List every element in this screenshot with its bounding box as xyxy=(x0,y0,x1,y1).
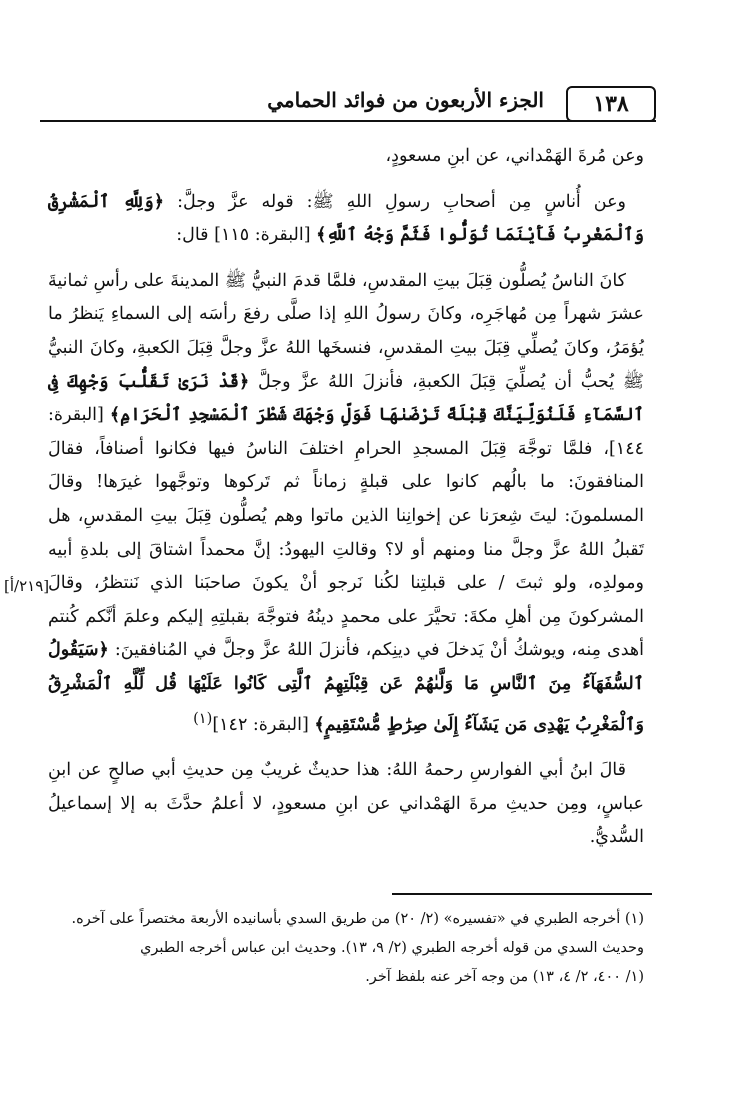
paragraph-1: وعن مُرةَ الهَمْداني، عن ابنِ مسعودٍ، xyxy=(385,146,644,166)
paragraph-4: قالَ ابنُ أبي الفوارسِ رحمهُ اللهُ: هذا حديثٌ غريبٌ مِن حديثِ أبي صالحٍ عن ابنِ عباسٍ، ومِن حديثِ مرةَ الهَمْداني عن ابنِ مسعودٍ، لا أعلمُ حدَّثَ به إلا إسماعيلُ السُّديُّ. xyxy=(48,759,644,848)
page-header xyxy=(40,80,656,122)
footnote-ref[interactable]: (١) xyxy=(193,709,213,727)
paragraph-3-part-a: كانَ الناسُ يُصلُّون قِبَلَ بيتِ المقدسِ، فلمَّا قدمَ النبيُّ ﷺ المدينةَ على رأسِ ثمانيةَ عشرَ شهراً مِن مُهاجَرِه، وكانَ رسولُ اللهِ إذا صلَّى رفعَ رأسَه إلى السماءِ يَنظرُ ما يُؤمَرُ، وكانَ يُصلِّي قِبَلَ بيتِ المقدسِ، فنسخَها اللهُ عزَّ وجلَّ قِبَلَ الكعبةِ، وكانَ النبيُّ ﷺ يُحبُّ أن يُصلِّيَ قِبَلَ الكعبةِ، فأنزلَ اللهُ عزَّ وجلَّ xyxy=(48,270,644,392)
paragraph-2-suffix: [البقرة: ١١٥] قال: xyxy=(176,225,311,246)
paragraph-2-prefix: وعن أُناسٍ مِن أصحابِ رسولِ اللهِ ﷺ: قوله عزَّ وجلَّ: xyxy=(177,191,626,212)
footnote-1-line-2: وحديث السدي من قوله أخرجه الطبري (٢/ ٩، ١٣). وحديث ابن عباس أخرجه الطبري xyxy=(140,940,644,956)
quran-verse-1: ﴿وَلِلَّهِ ٱلْمَشْرِقُ وَٱلْمَغْرِبُ فَأَيْنَمَا تُوَلُّوا فَثَمَّ وَجْهُ ٱللَّهِ﴾ xyxy=(48,191,644,246)
main-text xyxy=(48,140,644,855)
paragraph-3 xyxy=(48,265,644,742)
footnote-divider xyxy=(392,893,652,895)
footnote-1-line-3: (١/ ٤٠٠، ٢/ ٤، ١٣) من وجه آخر عنه بلفظ آخر. xyxy=(365,969,644,985)
paragraph-3-end: [البقرة: ١٤٢] xyxy=(212,714,309,735)
footnote-1-line-1: (١) أخرجه الطبري في «تفسيره» (٢/ ٢٠) من طريق السدي بأسانيده الأربعة مختصراً على آخره. xyxy=(71,911,644,927)
page-number: ١٣٨ xyxy=(566,86,656,122)
paragraph-3-part-b: [البقرة: ١٤٤]، فلمَّا توجَّهَ قِبَلَ المسجدِ الحرامِ اختلفَ الناسُ فيها فكانوا أصنافاً، فقالَ المنافقونَ: ما بالُهم كانوا على قبلةٍ زماناً ثم تَركوها وتوجَّهوا غيرَها! وقالَ المسلمونَ: ليتَ شِعرَنا عن إخوانِنا الذين ماتوا وهم يُصلُّون قِبَلَ بيتِ المقدسِ، هل تَقبلُ اللهُ عزَّ وجلَّ منا ومنهم أو لا؟ وقالتِ اليهودُ: إنَّ محمداً اشتاقَ إلى بلدةِ أبيه ومولدِه، ولو ثبتَ / على قبلتِنا لكُنا نَرجو أنْ يكونَ صاحبَنا الذي نَنتظرُ، وقالَ المشركونَ مِن أهلِ مكةَ: تحيَّرَ على محمدٍ دينُهُ فتوجَّهَ بقبلتِهِ إليكم وعلمَ أنَّكم كُنتم أهدى مِنه، ويوشكُ أنْ يَدخلَ في دينِكم، فأنزلَ اللهُ عزَّ وجلَّ في المُنافقينَ: xyxy=(48,405,644,661)
manuscript-folio-ref: [٢١٩/أ] xyxy=(4,577,50,595)
footnotes xyxy=(48,905,644,992)
running-title: الجزء الأربعون من فوائد الحمامي xyxy=(267,88,544,112)
paragraph-2 xyxy=(48,186,644,253)
quran-verse-3: ﴿سَيَقُولُ ٱلسُّفَهَآءُ مِنَ ٱلنَّاسِ مَا وَلَّىٰهُمْ عَن قِبْلَتِهِمُ ٱلَّتِى كَانُوا عَلَيْهَا قُل لِّلَّهِ ٱلْمَشْرِقُ وَٱلْمَغْرِبُ يَهْدِى مَن يَشَآءُ إِلَىٰ صِرَٰطٍ مُّسْتَقِيمٍ﴾ xyxy=(48,640,644,735)
quran-verse-2: ﴿قَدْ نَرَىٰ تَقَلُّبَ وَجْهِكَ فِى ٱلسَّمَآءِ فَلَنُوَلِّيَنَّكَ قِبْلَةً تَرْضَىٰهَا فَوَلِّ وَجْهَكَ شَطْرَ ٱلْمَسْجِدِ ٱلْحَرَامِ﴾ xyxy=(48,371,644,426)
